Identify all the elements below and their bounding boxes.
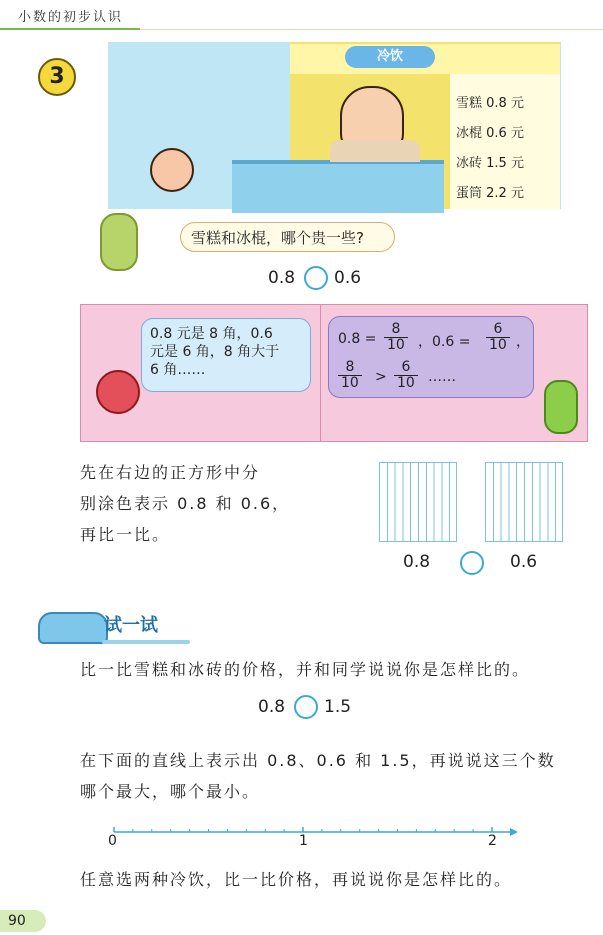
menu-item-price: 0.6 元 — [486, 126, 524, 141]
girl-figure — [150, 148, 194, 192]
fraction-6-10-b — [394, 360, 418, 391]
method-line: 0.8 元是 8 角，0.6 — [150, 326, 273, 342]
try-question-2 — [80, 745, 556, 807]
menu-item-dantong — [456, 182, 524, 201]
fraction-6-10 — [486, 322, 510, 353]
shade-instruction — [80, 457, 290, 550]
shade-line: 别涂色表示 0.8 和 0.6， — [80, 494, 291, 513]
fraction-eq-a: 0.8 = — [338, 331, 377, 347]
shade-line: 再比一比。 — [80, 525, 171, 544]
try-compare-left: 0.8 — [258, 697, 286, 717]
header-rule-thin — [140, 29, 603, 30]
greater-than-sign: > — [375, 369, 387, 385]
compare-right-value: 0.6 — [334, 268, 362, 288]
fraction-numerator: 8 — [338, 360, 362, 376]
square-grid-right[interactable] — [485, 462, 563, 542]
menu-item-price: 0.8 元 — [486, 96, 524, 111]
try-compare-circle[interactable] — [294, 695, 318, 719]
car-mascot-icon — [38, 612, 108, 644]
fraction-8-10-b — [338, 360, 362, 391]
try-question-2-line: 哪个最大，哪个最小。 — [80, 782, 261, 801]
menu-item-bingzhuan — [456, 152, 524, 171]
freezer — [232, 160, 444, 213]
method-line: 元是 6 角，8 角大于 — [150, 344, 280, 360]
question-bubble: 雪糕和冰棍，哪个贵一些? — [180, 222, 395, 252]
menu-item-binggun — [456, 122, 524, 141]
menu-item-name: 蛋筒 — [456, 186, 483, 201]
method-jiao-bubble — [141, 318, 311, 392]
menu-item-name: 雪糕 — [456, 96, 483, 111]
fraction-numerator: 6 — [486, 322, 510, 338]
shade-line: 先在右边的正方形中分 — [80, 463, 261, 482]
shop-sign: 冷饮 — [345, 46, 435, 68]
fraction-end: ， — [516, 334, 530, 350]
menu-item-price: 1.5 元 — [486, 156, 524, 171]
number-line-ticks — [114, 827, 492, 832]
radish-mascot — [96, 370, 140, 414]
corn-mascot — [100, 213, 138, 271]
grid-label-right: 0.6 — [510, 552, 538, 572]
numline-label-0: 0 — [108, 833, 117, 849]
grid-compare-circle[interactable] — [460, 551, 484, 575]
menu-item-name: 冰砖 — [456, 156, 483, 171]
fraction-numerator: 8 — [384, 322, 408, 338]
example-number-badge: 3 — [38, 58, 76, 96]
method-line: 6 角…… — [150, 362, 206, 378]
pepper-mascot — [544, 380, 578, 434]
seller-body — [330, 140, 420, 162]
fraction-ellipsis: …… — [428, 369, 456, 385]
try-compare-right: 1.5 — [324, 697, 352, 717]
try-title-underline — [102, 640, 190, 644]
fraction-sep: ，0.6 = — [418, 334, 471, 350]
numline-label-2: 2 — [488, 833, 497, 849]
try-question-2-line: 在下面的直线上表示出 0.8、0.6 和 1.5，再说说这三个数 — [80, 751, 556, 770]
menu-item-name: 冰棍 — [456, 126, 483, 141]
try-question-1: 比一比雪糕和冰砖的价格，并和同学说说你是怎样比的。 — [80, 660, 531, 679]
chapter-title: 小数的初步认识 — [18, 10, 124, 25]
numline-label-1: 1 — [299, 833, 308, 849]
fraction-8-10 — [384, 322, 408, 353]
square-grid-left[interactable] — [379, 462, 457, 542]
fraction-denominator: 10 — [489, 337, 507, 353]
fraction-numerator: 6 — [394, 360, 418, 376]
try-question-3: 任意选两种冷饮，比一比价格，再说说你是怎样比的。 — [80, 870, 513, 889]
header-rule — [0, 28, 140, 30]
compare-left-value: 0.8 — [268, 268, 296, 288]
number-line[interactable] — [108, 826, 518, 842]
menu-item-price: 2.2 元 — [486, 186, 524, 201]
compare-blank-circle[interactable] — [304, 266, 328, 290]
page-number: 90 — [0, 910, 46, 932]
fraction-denominator: 10 — [397, 375, 415, 391]
menu-item-xuegao — [456, 92, 524, 111]
fraction-denominator: 10 — [387, 337, 405, 353]
grid-label-left: 0.8 — [403, 552, 431, 572]
methods-divider — [320, 305, 321, 441]
try-section-title: 试一试 — [104, 615, 158, 636]
fraction-denominator: 10 — [341, 375, 359, 391]
